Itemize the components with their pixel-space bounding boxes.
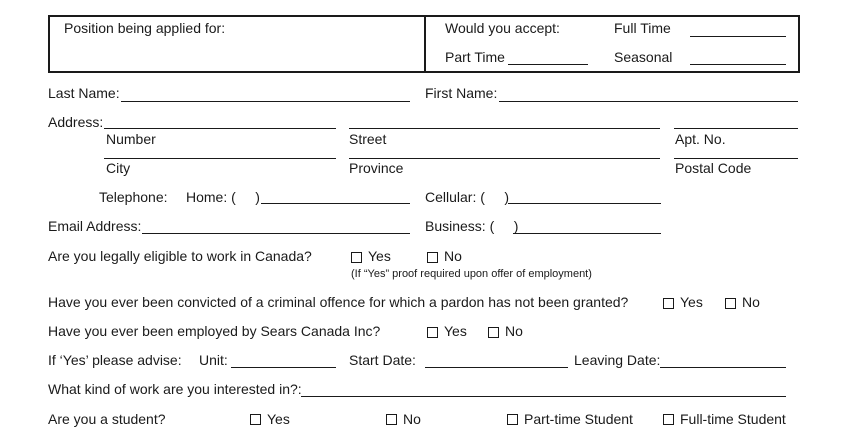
city-caption: City (106, 160, 131, 176)
postal-caption: Postal Code (675, 160, 752, 176)
email-line[interactable] (142, 233, 410, 234)
work-kind-line[interactable] (301, 396, 786, 397)
number-line[interactable] (104, 128, 336, 129)
position-label: Position being applied for: (64, 20, 226, 36)
eligibility-no-label: No (444, 248, 462, 264)
start-date-label: Start Date: (349, 352, 416, 368)
employed-yes-checkbox[interactable] (427, 327, 438, 338)
last-name-label: Last Name: (48, 85, 120, 101)
seasonal-label: Seasonal (614, 49, 673, 65)
last-name-line[interactable] (121, 101, 410, 102)
address-label: Address: (48, 114, 104, 130)
postal-line[interactable] (674, 158, 798, 159)
advise-label: If ‘Yes’ please advise: (48, 352, 182, 368)
student-no-checkbox[interactable] (386, 414, 397, 425)
full-time-line[interactable] (690, 36, 786, 37)
criminal-question: Have you ever been convicted of a criminal offence for which a pardon has not been granted? (48, 294, 629, 310)
first-name-label: First Name: (425, 85, 498, 101)
eligibility-question: Are you legally eligible to work in Canada? (48, 248, 312, 264)
unit-line[interactable] (231, 367, 336, 368)
province-caption: Province (349, 160, 404, 176)
home-phone-line[interactable] (261, 203, 410, 204)
student-yes-checkbox[interactable] (250, 414, 261, 425)
apt-line[interactable] (674, 128, 798, 129)
student-no-label: No (403, 411, 421, 427)
full-time-student-checkbox[interactable] (663, 414, 674, 425)
cellular-line[interactable] (508, 203, 661, 204)
part-time-label: Part Time (445, 49, 505, 65)
accept-label: Would you accept: (445, 20, 560, 36)
eligibility-no-checkbox[interactable] (427, 252, 438, 263)
apt-caption: Apt. No. (675, 131, 726, 147)
position-box-divider (424, 15, 426, 73)
employed-question: Have you ever been employed by Sears Canada Inc? (48, 323, 381, 339)
employed-yes-label: Yes (444, 323, 467, 339)
first-name-line[interactable] (499, 101, 798, 102)
home-phone-label: Home: ( ) (186, 189, 260, 205)
criminal-yes-checkbox[interactable] (663, 298, 674, 309)
employed-no-checkbox[interactable] (488, 327, 499, 338)
seasonal-line[interactable] (690, 64, 786, 65)
unit-label: Unit: (199, 352, 228, 368)
street-caption: Street (349, 131, 387, 147)
business-phone-label: Business: ( ) (425, 218, 519, 234)
part-time-line[interactable] (508, 64, 588, 65)
criminal-no-checkbox[interactable] (725, 298, 736, 309)
eligibility-yes-checkbox[interactable] (351, 252, 362, 263)
street-line[interactable] (349, 128, 660, 129)
business-phone-line[interactable] (513, 233, 661, 234)
number-caption: Number (106, 131, 156, 147)
part-time-student-label: Part-time Student (524, 411, 633, 427)
work-kind-label: What kind of work are you interested in?: (48, 381, 302, 397)
eligibility-note: (If “Yes” proof required upon offer of employment) (351, 268, 592, 280)
full-time-student-label: Full-time Student (680, 411, 786, 427)
student-question: Are you a student? (48, 411, 166, 427)
email-label: Email Address: (48, 218, 142, 234)
leaving-date-line[interactable] (660, 367, 786, 368)
full-time-label: Full Time (614, 20, 671, 36)
cellular-label: Cellular: ( ) (425, 189, 510, 205)
student-yes-label: Yes (267, 411, 290, 427)
employed-no-label: No (505, 323, 523, 339)
leaving-date-label: Leaving Date: (574, 352, 661, 368)
city-line[interactable] (104, 158, 336, 159)
part-time-student-checkbox[interactable] (507, 414, 518, 425)
province-line[interactable] (349, 158, 660, 159)
criminal-yes-label: Yes (680, 294, 703, 310)
criminal-no-label: No (742, 294, 760, 310)
eligibility-yes-label: Yes (368, 248, 391, 264)
start-date-line[interactable] (425, 367, 568, 368)
telephone-label: Telephone: (99, 189, 168, 205)
